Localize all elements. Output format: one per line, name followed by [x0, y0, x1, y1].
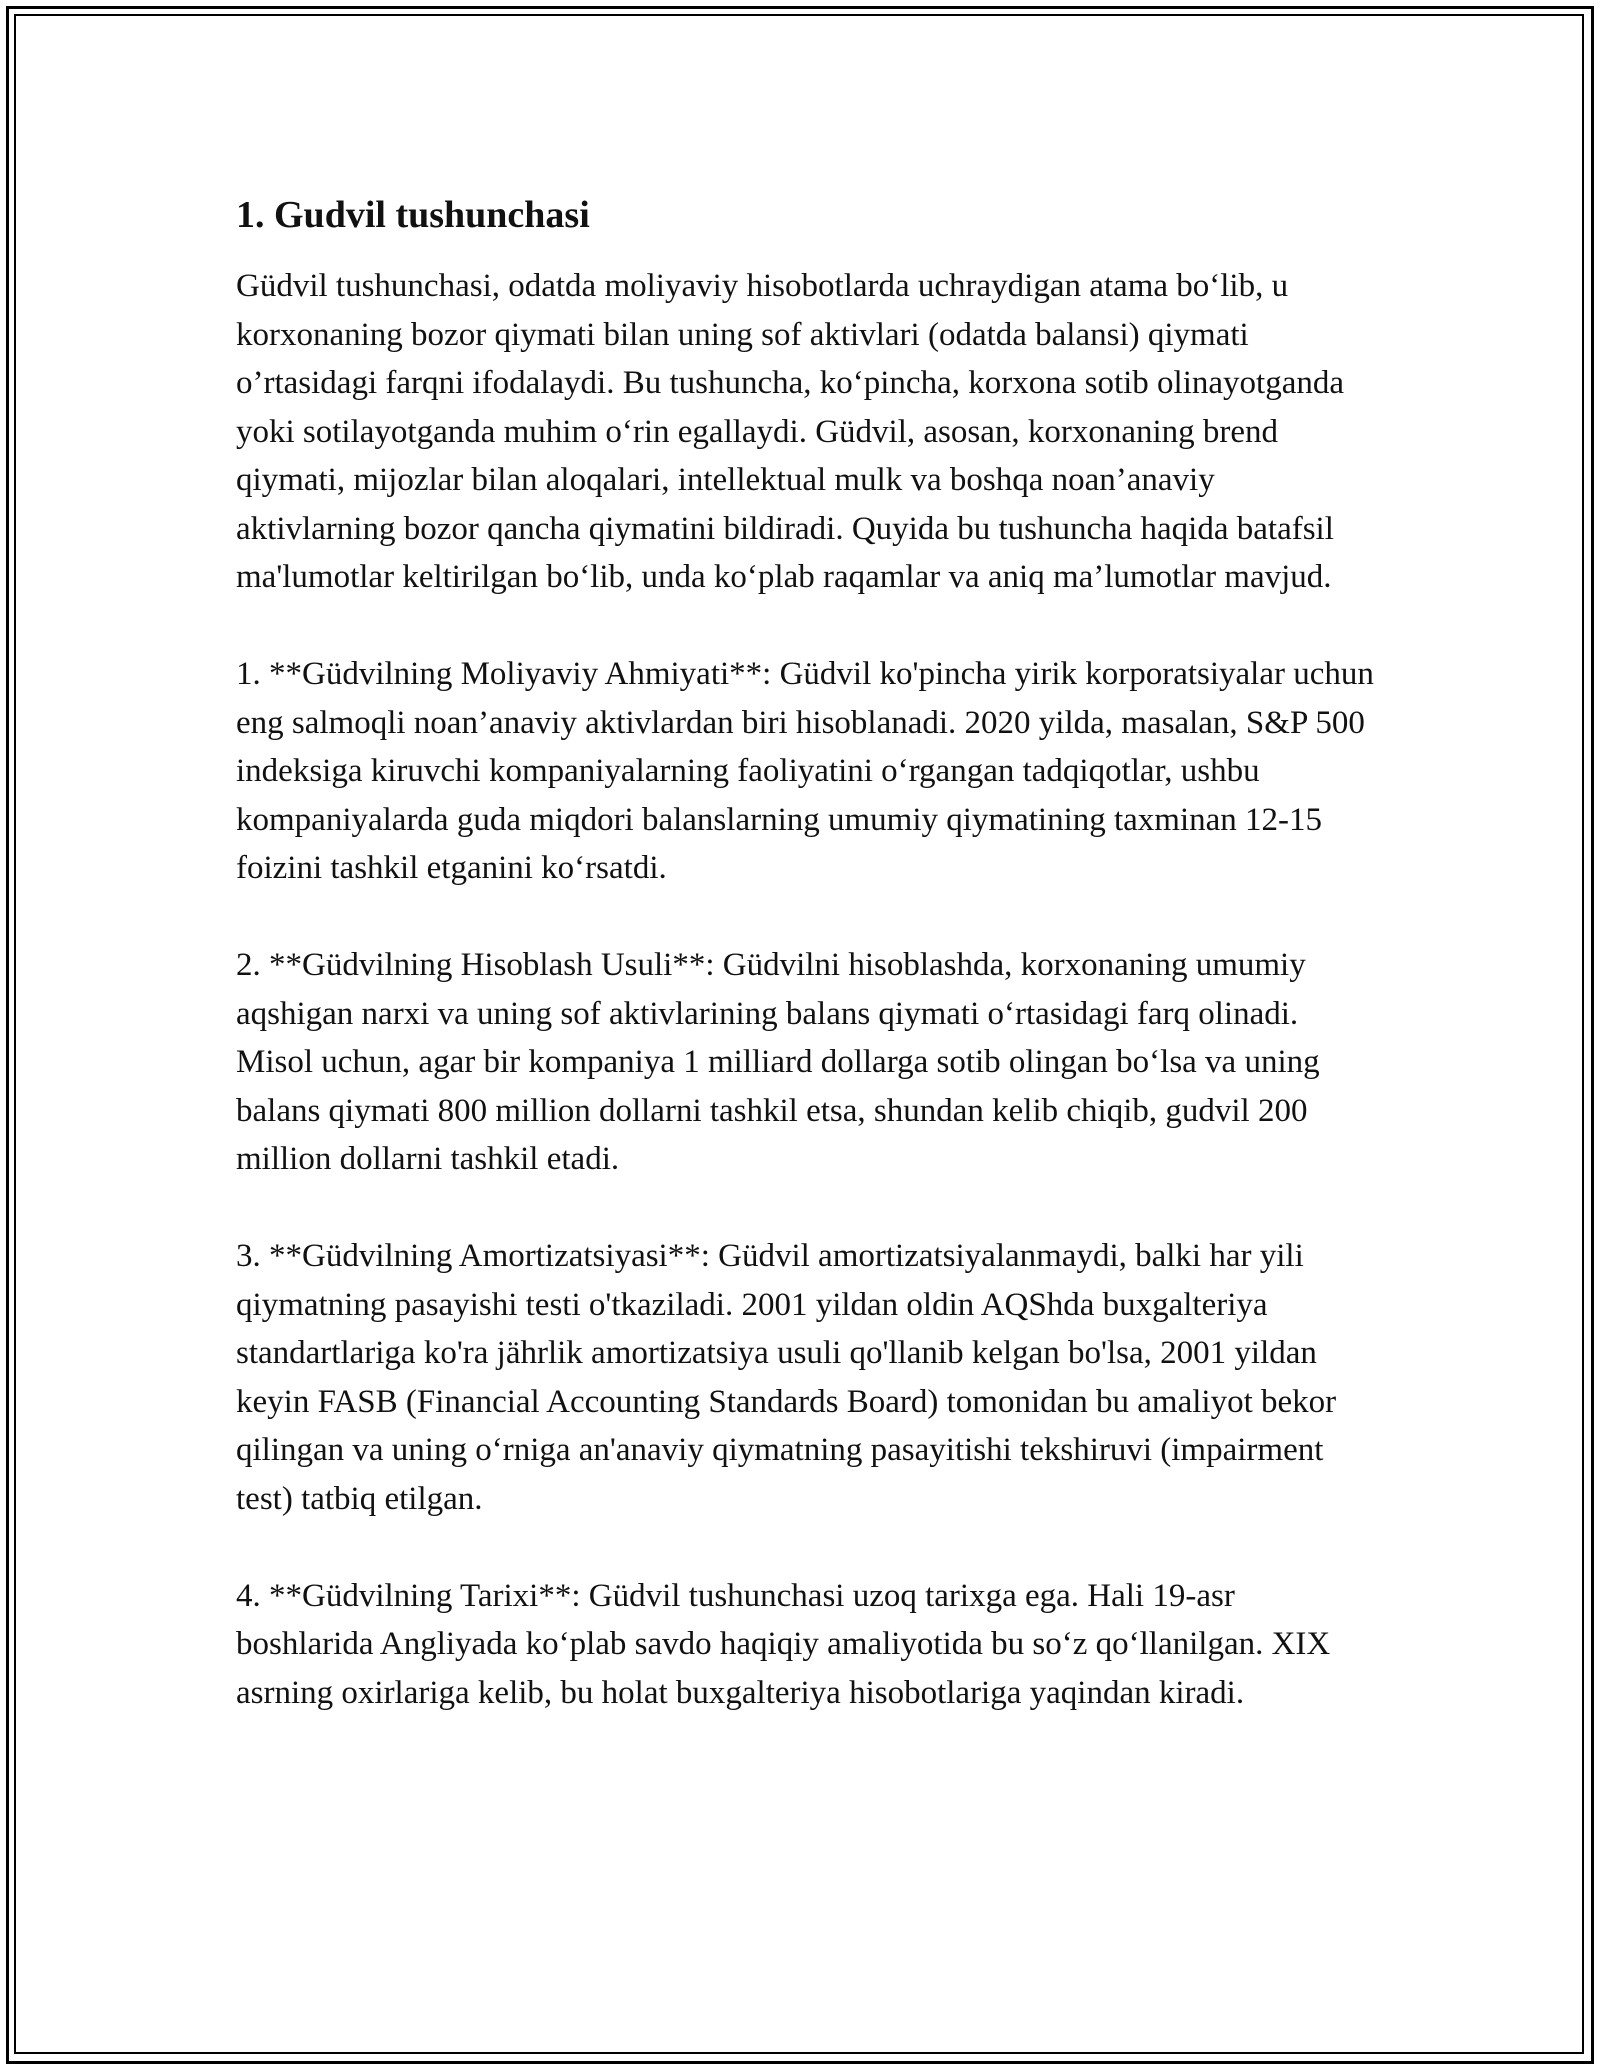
paragraph-intro: Güdvil tushunchasi, odatda moliyaviy hisobotlarda uchraydigan atama bo‘lib, u korxonaning bozor qiymati bilan uning sof aktivlari (odatda balansi) qiymati o’rtasidagi farqni ifodalaydi. Bu tushuncha, ko‘pincha, korxona sotib olinayotganda yoki sotilayotganda muhim o‘rin egallaydi. Güdvil, asosan, korxonaning brend qiymati, mijozlar bilan aloqalari, intellektual mulk va boshqa noan’anaviy aktivlarning bozor qancha qiymatini bildiradi. Quyida bu tushuncha haqida batafsil ma'lumotlar keltirilgan bo‘lib, unda ko‘plab raqamlar va aniq ma’lumotlar mavjud. [236, 268, 1344, 595]
paragraph-item-3: 3. **Güdvilning Amortizatsiyasi**: Güdvil amortizatsiyalanmaydi, balki har yili qiymatning pasayishi testi o'tkaziladi. 2001 yildan oldin AQShda buxgalteriya standartlariga ko'ra jährlik amortizatsiya usuli qo'llanib kelgan bo'lsa, 2001 yildan keyin FASB (Financial Accounting Standards Board) tomonidan bu amaliyot bekor qilingan va uning o‘rniga an'anaviy qiymatning pasayitishi tekshiruvi (impairment test) tatbiq etilgan. [236, 1238, 1337, 1517]
document-title: 1. Gudvil tushunchasi [236, 194, 590, 236]
paragraph-item-2: 2. **Güdvilning Hisoblash Usuli**: Güdvilni hisoblashda, korxonaning umumiy aqshigan narxi va uning sof aktivlarining balans qiymati o‘rtasidagi farq olinadi. Misol uchun, agar bir kompaniya 1 milliard dollarga sotib olingan bo‘lsa va uning balans qiymati 800 million dollarni tashkil etsa, shundan kelib chiqib, gudvil 200 million dollarni tashkil etadi. [236, 947, 1320, 1177]
document-body [236, 188, 1376, 1717]
paragraph-item-4: 4. **Güdvilning Tarixi**: Güdvil tushunchasi uzoq tarixga ega. Hali 19-asr boshlarida Angliyada ko‘plab savdo haqiqiy amaliyotida bu so‘z qo‘llanilgan. XIX asrning oxirlariga kelib, bu holat buxgalteriya hisobotlariga yaqindan kiradi. [236, 1577, 1331, 1711]
paragraph-item-1: 1. **Güdvilning Moliyaviy Ahmiyati**: Güdvil ko'pincha yirik korporatsiyalar uchun eng salmoqli noan’anaviy aktivlardan biri hisoblanadi. 2020 yilda, masalan, S&P 500 indeksiga kiruvchi kompaniyalarning faoliyatini o‘rgangan tadqiqotlar, ushbu kompaniyalarda guda miqdori balanslarning umumiy qiymatining taxminan 12-15 foizini tashkil etganini ko‘rsatdi. [236, 656, 1374, 886]
